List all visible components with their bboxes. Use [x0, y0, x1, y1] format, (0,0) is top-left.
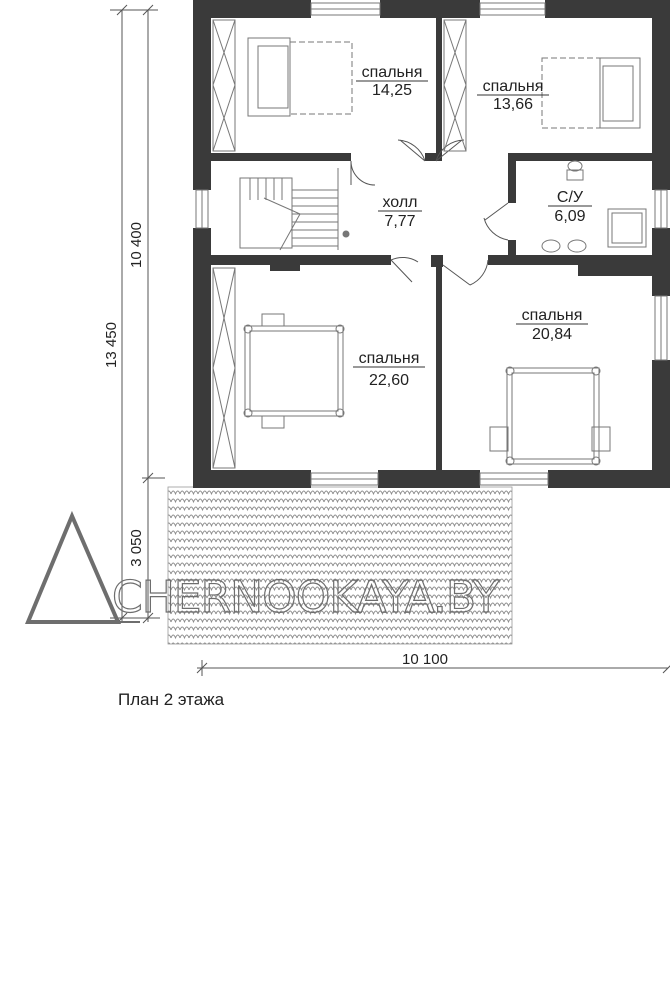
- room-area: 13,66: [492, 96, 534, 113]
- furniture: [213, 20, 646, 468]
- windows: [196, 3, 667, 485]
- room-area: 14,25: [371, 82, 413, 99]
- walls: [193, 0, 670, 488]
- room-bathroom: [548, 189, 592, 225]
- room-name: спальня: [521, 307, 583, 324]
- room-bedroom-4: [516, 307, 588, 343]
- room-name: спальня: [482, 78, 544, 95]
- room-name: С/У: [556, 189, 584, 206]
- dimension-total-height: 13 450: [103, 322, 120, 368]
- room-name: спальня: [361, 64, 423, 81]
- room-area: 22,60: [368, 372, 410, 389]
- dimension-house-height: 10 400: [128, 222, 145, 268]
- room-bedroom-3: [353, 350, 425, 389]
- watermark-text: CHERNOOKAYA.BY: [112, 572, 499, 623]
- room-area: 7,77: [384, 213, 416, 230]
- dimension-total-width: 10 100: [402, 651, 448, 668]
- room-name: холл: [382, 194, 418, 211]
- room-hall: [378, 194, 422, 230]
- dimension-terrace-depth: 3 050: [128, 529, 145, 567]
- room-name: спальня: [358, 350, 420, 367]
- room-area: 6,09: [554, 208, 586, 225]
- room-bedroom-2: [477, 78, 549, 113]
- plan-caption: План 2 этажа: [118, 690, 225, 709]
- room-area: 20,84: [531, 326, 573, 343]
- room-bedroom-1: [356, 64, 428, 99]
